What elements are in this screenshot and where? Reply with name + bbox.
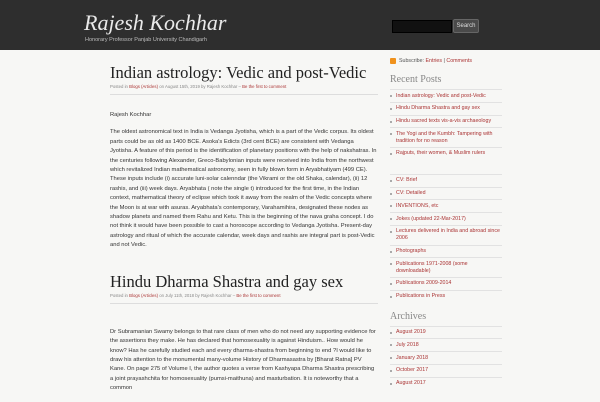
recent-post-link[interactable]: The Yogi and the Kumbh: Tampering with tradition for no reason — [390, 127, 502, 147]
divider — [110, 303, 378, 304]
category-item[interactable]: Jokes (updated 22-Mar-2017) — [390, 212, 502, 225]
category-item[interactable]: INVENTIONS, etc — [390, 199, 502, 212]
site-header — [0, 0, 600, 50]
category-item[interactable]: Publications 1971-2008 (some downloadable) — [390, 257, 502, 277]
post — [110, 64, 378, 251]
search-button[interactable]: Search — [453, 19, 479, 33]
recent-posts-title: Recent Posts — [390, 74, 442, 85]
post-meta — [110, 293, 378, 298]
post-paragraph: The oldest astronomical text in India is Vedanga Jyotisha, which is a part of the Vedic corpus. Its oldest parts could be as old as 1400 BCE. Asoka's Edicts (3rd cent BCE) are consistent with Vedanga Jyotisha. A feature of this period is the identification of planetary positions with the help of nakshatras. In the centuries following Alexander, Greco-Babylonian inputs were received into India from the northwest which revitalized Indian mathematical astronomy, seen in fully blown form in Aryabhatiyam (499 CE). These inputs include (i) accurate luni-solar calenndar (the Vikrami or the old Shaka, calendar), (ii) 12 rashis, and (iii) week days. Aryabhata ( note the single t) introduced for the first time, in the Indian context, mathematical theory of eclipse which took it away from the realm of the Vedic concepts where the Moon is at war with asuras. Aryabhata's contemporary, Varahamihira, designated these nodes as shadow planets and named them Rahu and Ketu. This is the beginning of the nava graha concept. I do not think it would have been possible to cast a horoscope according to Vedanga Jyotisha. Present-day astrology and ritual of which the accurate calendar, week days and rashis are integral part is post-Vedic and not Vedic. — [110, 129, 377, 249]
post — [110, 273, 378, 394]
category-link[interactable]: Blogs (Articles) — [129, 292, 159, 298]
category-link[interactable]: Blogs (Articles) — [129, 84, 159, 89]
search-input[interactable] — [392, 20, 452, 33]
archives-list — [390, 326, 502, 390]
category-item[interactable]: CV: Brief — [390, 174, 502, 187]
recent-post-link[interactable]: Hindu Dharma Shastra and gay sex — [390, 102, 502, 115]
site-description: Honorary Professor Panjab University Chandigarh — [85, 37, 207, 43]
archive-link[interactable]: October 2017 — [390, 364, 502, 377]
archives-title: Archives — [390, 310, 427, 322]
meta-prefix: Posted in — [110, 84, 128, 89]
site-title[interactable]: Rajesh Kochhar — [84, 10, 227, 35]
recent-post-link[interactable]: Indian astrology: Vedic and post-Vedic — [390, 89, 502, 102]
rss-icon[interactable] — [390, 58, 396, 64]
post-body — [110, 328, 378, 394]
divider — [110, 94, 378, 95]
category-item[interactable]: Publications in Press — [390, 290, 502, 303]
main-content — [110, 64, 378, 402]
category-item[interactable]: Lectures delivered in India and abroad since 2006 — [390, 225, 502, 245]
post-title[interactable]: Indian astrology: Vedic and post-Vedic — [110, 63, 367, 82]
post-title[interactable]: Hindu Dharma Shastra and gay sex — [110, 271, 344, 291]
categories-list — [390, 174, 502, 303]
archive-link[interactable]: July 2018 — [390, 338, 502, 351]
meta-date: on July 11th, 2018 by Rajesh Kochhar – — [159, 292, 236, 298]
post-paragraph: Dr Subramanian Swamy belongs to that rare class of men who do not need any supporting evidence for the assertions they make. He has declared that homosexuality is against Hinduism.. How would he know? Has he carefully studied each and every dharma-shastra from beginning to end ?I would like to draw his attention to the monumental many-volume History of Dharmasastra by [Bharat Ratna] PV Kane. On page 275 of Volume I, the author quotes a verse from Kashyapa Dharma Shastra prescribing a joint prayashchita for homosexuality (pumsi-maithuna) and masturbation. It is noteworthy that a common — [110, 328, 376, 392]
category-item[interactable]: CV: Detailed — [390, 187, 502, 200]
comments-feed-link[interactable]: Comments — [446, 58, 472, 64]
comment-link[interactable]: Be the first to comment — [236, 292, 281, 298]
archive-link[interactable]: August 2017 — [390, 377, 502, 390]
entries-feed-link[interactable]: Entries — [425, 58, 443, 64]
meta-prefix: Posted in — [110, 292, 128, 298]
post-paragraph: Rajesh Kochhar — [110, 112, 152, 118]
sidebar — [390, 58, 502, 390]
subscribe-row — [390, 58, 502, 64]
recent-post-link[interactable]: Hindu sacred texts vis-a-vis archaeology — [390, 115, 502, 128]
meta-date: on August 15th, 2019 by Rajesh Kochhar – — [159, 84, 241, 89]
comment-link[interactable]: Be the first to comment — [242, 84, 287, 89]
recent-posts-list — [390, 89, 502, 160]
post-body — [110, 111, 378, 251]
post-meta — [110, 84, 378, 89]
subscribe-label: Subscribe: — [399, 58, 425, 64]
category-item[interactable]: Publications 2009-2014 — [390, 277, 502, 290]
archive-link[interactable]: January 2018 — [390, 351, 502, 364]
archive-link[interactable]: August 2019 — [390, 326, 502, 339]
recent-post-link[interactable]: Rajputs, their women, & Muslim rulers — [390, 147, 502, 160]
category-item[interactable]: Photographs — [390, 245, 502, 258]
feed-separator: | — [443, 58, 445, 64]
